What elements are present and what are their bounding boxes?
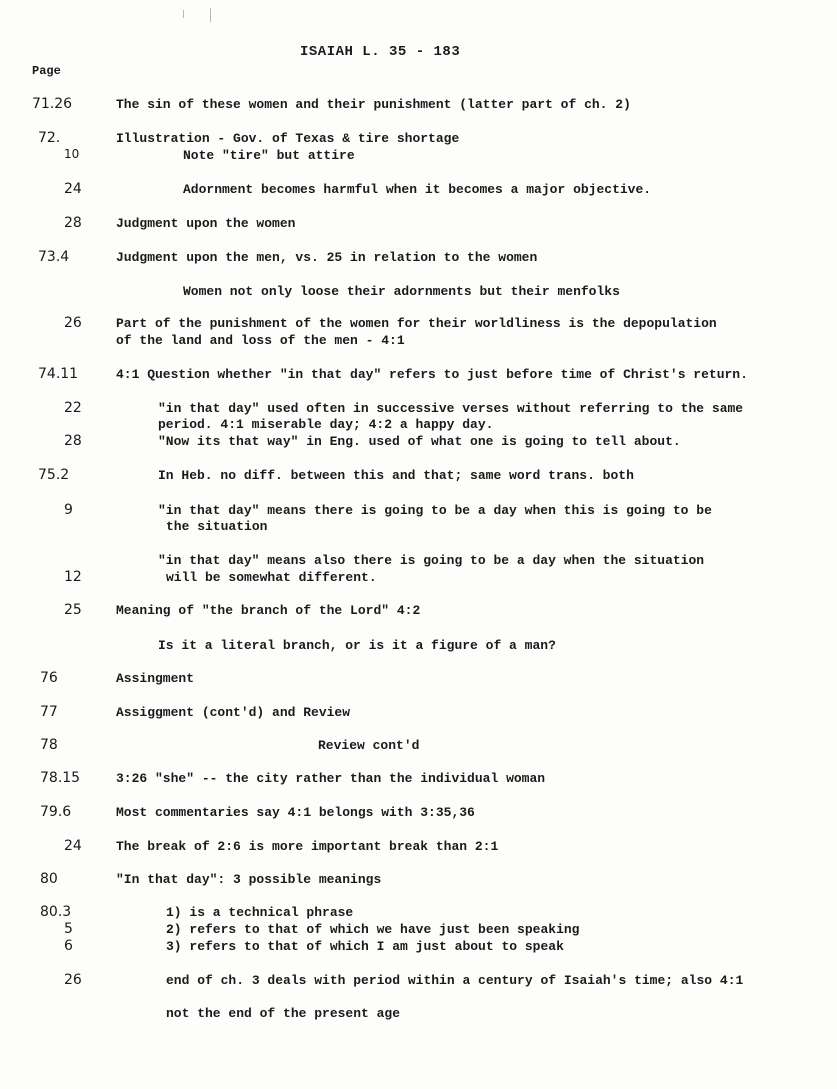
entry-text: Note "tire" but attire xyxy=(183,148,355,163)
entry-text: "In that day": 3 possible meanings xyxy=(116,872,382,887)
entry-page-number: 75.2 xyxy=(38,467,70,483)
entry-page-number: 76 xyxy=(40,670,58,686)
entry-text: "in that day" means also there is going to be a day when the situation xyxy=(158,553,705,568)
entry-text: of the land and loss of the men - 4:1 xyxy=(116,333,405,348)
entry-page-number: 79.6 xyxy=(40,804,72,820)
page-column-label: Page xyxy=(32,64,61,78)
entry-text: 2) refers to that of which we have just been speaking xyxy=(166,922,580,937)
entry-text: Meaning of "the branch of the Lord" 4:2 xyxy=(116,603,421,618)
entry-page-number: 28 xyxy=(64,433,82,449)
page-title: ISAIAH L. 35 - 183 xyxy=(300,44,461,60)
entry-text: Women not only loose their adornments but their menfolks xyxy=(183,284,620,299)
scan-mark xyxy=(210,8,211,22)
entry-text: Assiggment (cont'd) and Review xyxy=(116,705,351,720)
entry-text: end of ch. 3 deals with period within a century of Isaiah's time; also 4:1 xyxy=(166,973,744,988)
entry-page-number: 24 xyxy=(64,838,82,854)
entry-text: will be somewhat different. xyxy=(166,570,377,585)
entry-page-number: 10 xyxy=(64,147,80,161)
entry-page-number: 80.3 xyxy=(40,904,72,920)
entry-text: 4:1 Question whether "in that day" refers to just before time of Christ's return. xyxy=(116,367,748,382)
entry-text: "in that day" used often in successive verses without referring to the same xyxy=(158,401,744,416)
entry-page-number: 78.15 xyxy=(40,770,81,786)
scan-mark xyxy=(183,10,184,18)
entry-text: Assingment xyxy=(116,671,195,686)
entry-text: Judgment upon the men, vs. 25 in relation to the women xyxy=(116,250,538,265)
entry-page-number: 74.11 xyxy=(38,366,79,382)
entry-text: not the end of the present age xyxy=(166,1006,401,1021)
entry-text: Most commentaries say 4:1 belongs with 3:35,36 xyxy=(116,805,475,820)
entry-page-number: 22 xyxy=(64,400,82,416)
entry-page-number: 25 xyxy=(64,602,82,618)
entry-page-number: 73.4 xyxy=(38,249,70,265)
entry-page-number: 26 xyxy=(64,315,82,331)
entry-text: Is it a literal branch, or is it a figure of a man? xyxy=(158,638,556,653)
entry-text: "Now its that way" in Eng. used of what one is going to tell about. xyxy=(158,434,681,449)
entry-page-number: 5 xyxy=(64,921,73,937)
entry-text: Adornment becomes harmful when it becomes a major objective. xyxy=(183,182,652,197)
entry-text: the situation xyxy=(166,519,268,534)
entry-page-number: 12 xyxy=(64,569,82,585)
entry-page-number: 26 xyxy=(64,972,82,988)
entry-page-number: 71.26 xyxy=(32,96,73,112)
entry-text: "in that day" means there is going to be a day when this is going to be xyxy=(158,503,712,518)
entry-page-number: 28 xyxy=(64,215,82,231)
entry-page-number: 77 xyxy=(40,704,58,720)
entry-text: 3) refers to that of which I am just about to speak xyxy=(166,939,564,954)
entry-text: In Heb. no diff. between this and that; same word trans. both xyxy=(158,468,634,483)
entry-page-number: 80 xyxy=(40,871,58,887)
entry-text: The break of 2:6 is more important break than 2:1 xyxy=(116,839,499,854)
entry-text: Review cont'd xyxy=(318,738,420,753)
entry-page-number: 9 xyxy=(64,502,73,518)
entry-page-number: 6 xyxy=(64,938,73,954)
entry-page-number: 72. xyxy=(38,130,61,146)
entry-text: Illustration - Gov. of Texas & tire shortage xyxy=(116,131,460,146)
entry-text: Part of the punishment of the women for their worldliness is the depopulation xyxy=(116,316,717,331)
entry-page-number: 24 xyxy=(64,181,82,197)
entry-text: Judgment upon the women xyxy=(116,216,296,231)
entry-text: 1) is a technical phrase xyxy=(166,905,354,920)
entry-text: The sin of these women and their punishment (latter part of ch. 2) xyxy=(116,97,631,112)
entry-text: period. 4:1 miserable day; 4:2 a happy day. xyxy=(158,417,494,432)
entry-text: 3:26 "she" -- the city rather than the individual woman xyxy=(116,771,546,786)
entry-page-number: 78 xyxy=(40,737,58,753)
